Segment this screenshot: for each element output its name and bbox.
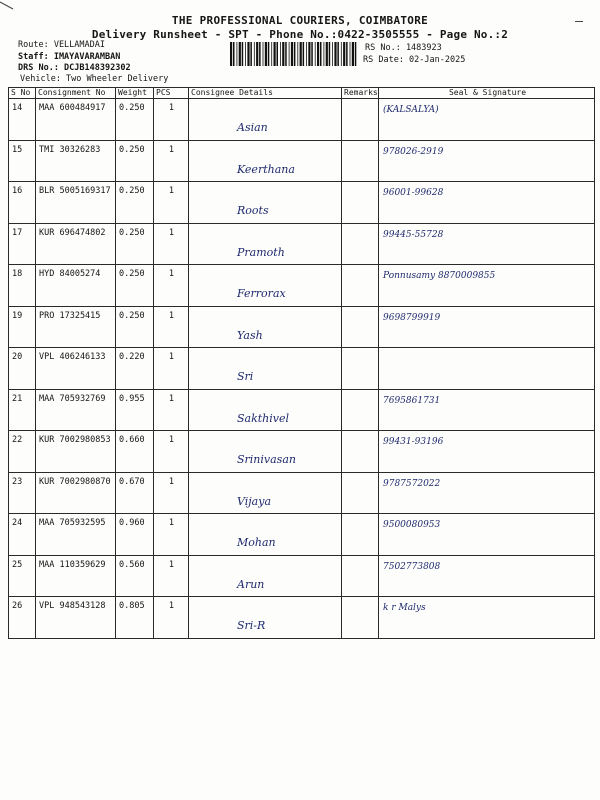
pcs-cell — [154, 306, 189, 348]
remarks-cell — [342, 431, 379, 473]
signature-cell — [379, 182, 595, 224]
signature-cell — [379, 389, 595, 431]
col-header-weight: Weight — [116, 88, 154, 99]
consignee-value: Asian — [237, 121, 268, 134]
pcs-cell — [154, 389, 189, 431]
consignment-cell — [36, 140, 116, 182]
col-header-consignment: Consignment No — [36, 88, 116, 99]
runsheet-table — [8, 87, 595, 639]
remarks-cell — [342, 306, 379, 348]
consignment-value: KUR 7002980853 — [39, 435, 111, 445]
consignment-value: TMI 30326283 — [39, 144, 101, 155]
consignee-value: Sri-R — [237, 619, 266, 632]
sno-cell — [9, 597, 36, 639]
sno-cell — [9, 182, 36, 224]
consignee-cell — [189, 348, 342, 390]
consignment-value: MAA 705932595 — [39, 518, 106, 528]
consignment-cell — [36, 555, 116, 597]
sno-value: 26 — [12, 601, 23, 611]
sno-cell — [9, 223, 36, 265]
weight-cell — [116, 431, 154, 473]
consignee-cell — [189, 223, 342, 265]
remarks-cell — [342, 555, 379, 597]
consignment-cell — [36, 597, 116, 639]
sno-value: 18 — [12, 269, 23, 279]
weight-value: 0.250 — [119, 103, 145, 113]
signature-value: 96001-99628 — [383, 188, 444, 198]
sno-value: 16 — [12, 186, 23, 196]
sno-cell — [9, 555, 36, 597]
sno-cell — [9, 99, 36, 141]
consignee-cell — [189, 140, 342, 182]
sno-value: 25 — [12, 559, 23, 570]
pcs-value: 1 — [168, 103, 174, 113]
signature-value: (KALSALYA) — [383, 105, 439, 115]
pcs-value: 1 — [168, 393, 174, 404]
pcs-value: 1 — [168, 352, 174, 362]
table-row — [9, 472, 595, 514]
table-row — [9, 348, 595, 390]
weight-cell — [116, 555, 154, 597]
pcs-value: 1 — [168, 144, 174, 155]
pcs-value: 1 — [168, 559, 174, 570]
drs-number: DRS No.: DCJB148392302 — [18, 63, 131, 73]
remarks-cell — [342, 140, 379, 182]
col-header-sno: S No — [9, 88, 36, 99]
consignment-value: BLR 5005169317 — [39, 186, 111, 196]
pcs-cell — [154, 140, 189, 182]
weight-cell — [116, 182, 154, 224]
weight-value: 0.560 — [119, 559, 145, 570]
sno-cell — [9, 348, 36, 390]
weight-value: 0.250 — [119, 144, 145, 155]
weight-value: 0.960 — [119, 518, 145, 528]
signature-cell — [379, 597, 595, 639]
vehicle-label: Vehicle: Two Wheeler Delivery — [20, 74, 169, 84]
signature-value: 99445-55728 — [383, 229, 444, 240]
weight-value: 0.250 — [119, 269, 145, 279]
signature-value — [379, 348, 594, 354]
consignment-value: MAA 600484917 — [39, 103, 106, 113]
consignee-cell — [189, 555, 342, 597]
consignee-cell — [189, 472, 342, 514]
weight-cell — [116, 306, 154, 348]
signature-value: 9787572022 — [383, 478, 441, 489]
weight-value: 0.670 — [119, 476, 145, 487]
table-row — [9, 223, 595, 265]
consignee-value: Roots — [237, 204, 269, 217]
runsheet-subtitle: Delivery Runsheet - SPT - Phone No.:0422-3505555 - Page No.:2 — [91, 28, 509, 41]
pcs-value: 1 — [168, 601, 174, 611]
rs-date: RS Date: 02-Jan-2025 — [363, 55, 466, 65]
consignee-value: Sri — [237, 370, 254, 383]
pcs-value: 1 — [168, 476, 174, 487]
pcs-cell — [154, 431, 189, 473]
company-title: THE PROFESSIONAL COURIERS, COIMBATORE — [171, 14, 429, 27]
consignment-value: KUR 696474802 — [39, 227, 106, 238]
table-row — [9, 99, 595, 141]
signature-cell — [379, 223, 595, 265]
consignee-cell — [189, 514, 342, 556]
table-row — [9, 140, 595, 182]
barcode — [230, 42, 358, 66]
signature-value: 9698799919 — [383, 312, 441, 323]
sno-cell — [9, 389, 36, 431]
consignment-value: KUR 7002980870 — [39, 476, 111, 487]
consignment-cell — [36, 182, 116, 224]
remarks-cell — [342, 472, 379, 514]
sno-cell — [9, 472, 36, 514]
pcs-value: 1 — [168, 269, 174, 279]
consignee-cell — [189, 265, 342, 307]
sno-value: 14 — [12, 103, 23, 113]
pcs-cell — [154, 265, 189, 307]
sno-cell — [9, 431, 36, 473]
weight-cell — [116, 348, 154, 390]
consignment-cell — [36, 348, 116, 390]
signature-cell — [379, 348, 595, 390]
remarks-cell — [342, 265, 379, 307]
table-row — [9, 265, 595, 307]
remarks-cell — [342, 597, 379, 639]
signature-cell — [379, 514, 595, 556]
pcs-cell — [154, 182, 189, 224]
consignment-value: HYD 84005274 — [39, 269, 101, 279]
weight-cell — [116, 472, 154, 514]
sno-value: 19 — [12, 310, 23, 321]
consignment-cell — [36, 265, 116, 307]
consignment-value: MAA 110359629 — [39, 559, 106, 570]
sno-value: 20 — [12, 352, 23, 362]
pcs-cell — [154, 597, 189, 639]
signature-cell — [379, 306, 595, 348]
sno-cell — [9, 265, 36, 307]
col-header-remarks: Remarks — [342, 88, 379, 99]
table-row — [9, 306, 595, 348]
sno-cell — [9, 306, 36, 348]
weight-value: 0.250 — [119, 186, 145, 196]
pcs-value: 1 — [168, 186, 174, 196]
col-header-pcs: PCS — [154, 88, 189, 99]
pcs-cell — [154, 223, 189, 265]
table-row — [9, 182, 595, 224]
sno-cell — [9, 140, 36, 182]
consignee-cell — [189, 99, 342, 141]
consignee-cell — [189, 597, 342, 639]
col-header-signature: Seal & Signature — [379, 88, 595, 99]
signature-value: 7695861731 — [383, 395, 441, 406]
signature-cell — [379, 265, 595, 307]
signature-cell — [379, 555, 595, 597]
weight-cell — [116, 99, 154, 141]
signature-value: 9500080953 — [383, 520, 441, 530]
pcs-cell — [154, 99, 189, 141]
consignment-cell — [36, 389, 116, 431]
signature-cell — [379, 140, 595, 182]
consignment-cell — [36, 223, 116, 265]
table-row — [9, 514, 595, 556]
weight-cell — [116, 140, 154, 182]
weight-cell — [116, 265, 154, 307]
consignment-cell — [36, 472, 116, 514]
pcs-value: 1 — [168, 435, 174, 445]
pcs-cell — [154, 472, 189, 514]
page-corner-mark — [0, 0, 14, 10]
consignee-value: Mohan — [237, 536, 276, 549]
signature-value: 99431-93196 — [383, 437, 444, 447]
signature-cell — [379, 431, 595, 473]
consignee-cell — [189, 389, 342, 431]
consignee-value: Vijaya — [237, 494, 272, 508]
rs-number: RS No.: 1483923 — [365, 43, 442, 53]
sno-value: 22 — [12, 435, 23, 445]
sno-value: 15 — [12, 144, 23, 155]
consignment-cell — [36, 514, 116, 556]
table-row — [9, 389, 595, 431]
consignment-value: MAA 705932769 — [39, 393, 106, 404]
pcs-value: 1 — [168, 518, 174, 528]
col-header-consignee: Consignee Details — [189, 88, 342, 99]
signature-cell — [379, 472, 595, 514]
sno-value: 17 — [12, 227, 23, 238]
sno-value: 21 — [12, 393, 23, 404]
staff-label: Staff: IMAYAVARAMBAN — [18, 52, 121, 62]
pcs-value: 1 — [168, 227, 174, 238]
consignee-value: Arun — [237, 577, 265, 591]
signature-value: 7502773808 — [383, 561, 441, 572]
signature-value: 978026-2919 — [383, 146, 444, 157]
remarks-cell — [342, 514, 379, 556]
consignee-value: Keerthana — [237, 162, 295, 176]
table-row — [9, 431, 595, 473]
consignee-value: Pramoth — [237, 245, 285, 259]
consignee-value: Srinivasan — [237, 453, 296, 466]
consignee-cell — [189, 431, 342, 473]
weight-value: 0.250 — [119, 310, 145, 321]
pcs-value: 1 — [168, 310, 174, 321]
pcs-cell — [154, 555, 189, 597]
signature-value: k r Malys — [383, 603, 426, 613]
table-header-row — [9, 88, 595, 99]
route-label: Route: VELLAMADAI — [18, 40, 105, 50]
consignee-cell — [189, 182, 342, 224]
remarks-cell — [342, 99, 379, 141]
consignment-cell — [36, 306, 116, 348]
remarks-cell — [342, 182, 379, 224]
consignee-value: Ferrorax — [237, 287, 286, 300]
consignee-value: Yash — [237, 328, 263, 342]
consignee-value: Sakthivel — [237, 411, 290, 425]
weight-cell — [116, 223, 154, 265]
weight-cell — [116, 389, 154, 431]
consignee-cell — [189, 306, 342, 348]
table-row — [9, 555, 595, 597]
weight-value: 0.220 — [119, 352, 145, 362]
pcs-cell — [154, 514, 189, 556]
consignment-value: VPL 948543128 — [39, 601, 106, 611]
weight-value: 0.660 — [119, 435, 145, 445]
pcs-cell — [154, 348, 189, 390]
weight-value: 0.805 — [119, 601, 145, 611]
sno-cell — [9, 514, 36, 556]
signature-cell — [379, 99, 595, 141]
sno-value: 23 — [12, 476, 23, 487]
remarks-cell — [342, 223, 379, 265]
weight-cell — [116, 514, 154, 556]
weight-value: 0.955 — [119, 393, 145, 404]
consignment-value: PRO 17325415 — [39, 310, 101, 321]
sno-value: 24 — [12, 518, 23, 528]
consignment-cell — [36, 99, 116, 141]
consignment-value: VPL 406246133 — [39, 352, 106, 362]
remarks-cell — [342, 389, 379, 431]
remarks-cell — [342, 348, 379, 390]
consignment-cell — [36, 431, 116, 473]
weight-value: 0.250 — [119, 227, 145, 238]
weight-cell — [116, 597, 154, 639]
table-row — [9, 597, 595, 639]
signature-value: Ponnusamy 8870009855 — [383, 271, 496, 281]
